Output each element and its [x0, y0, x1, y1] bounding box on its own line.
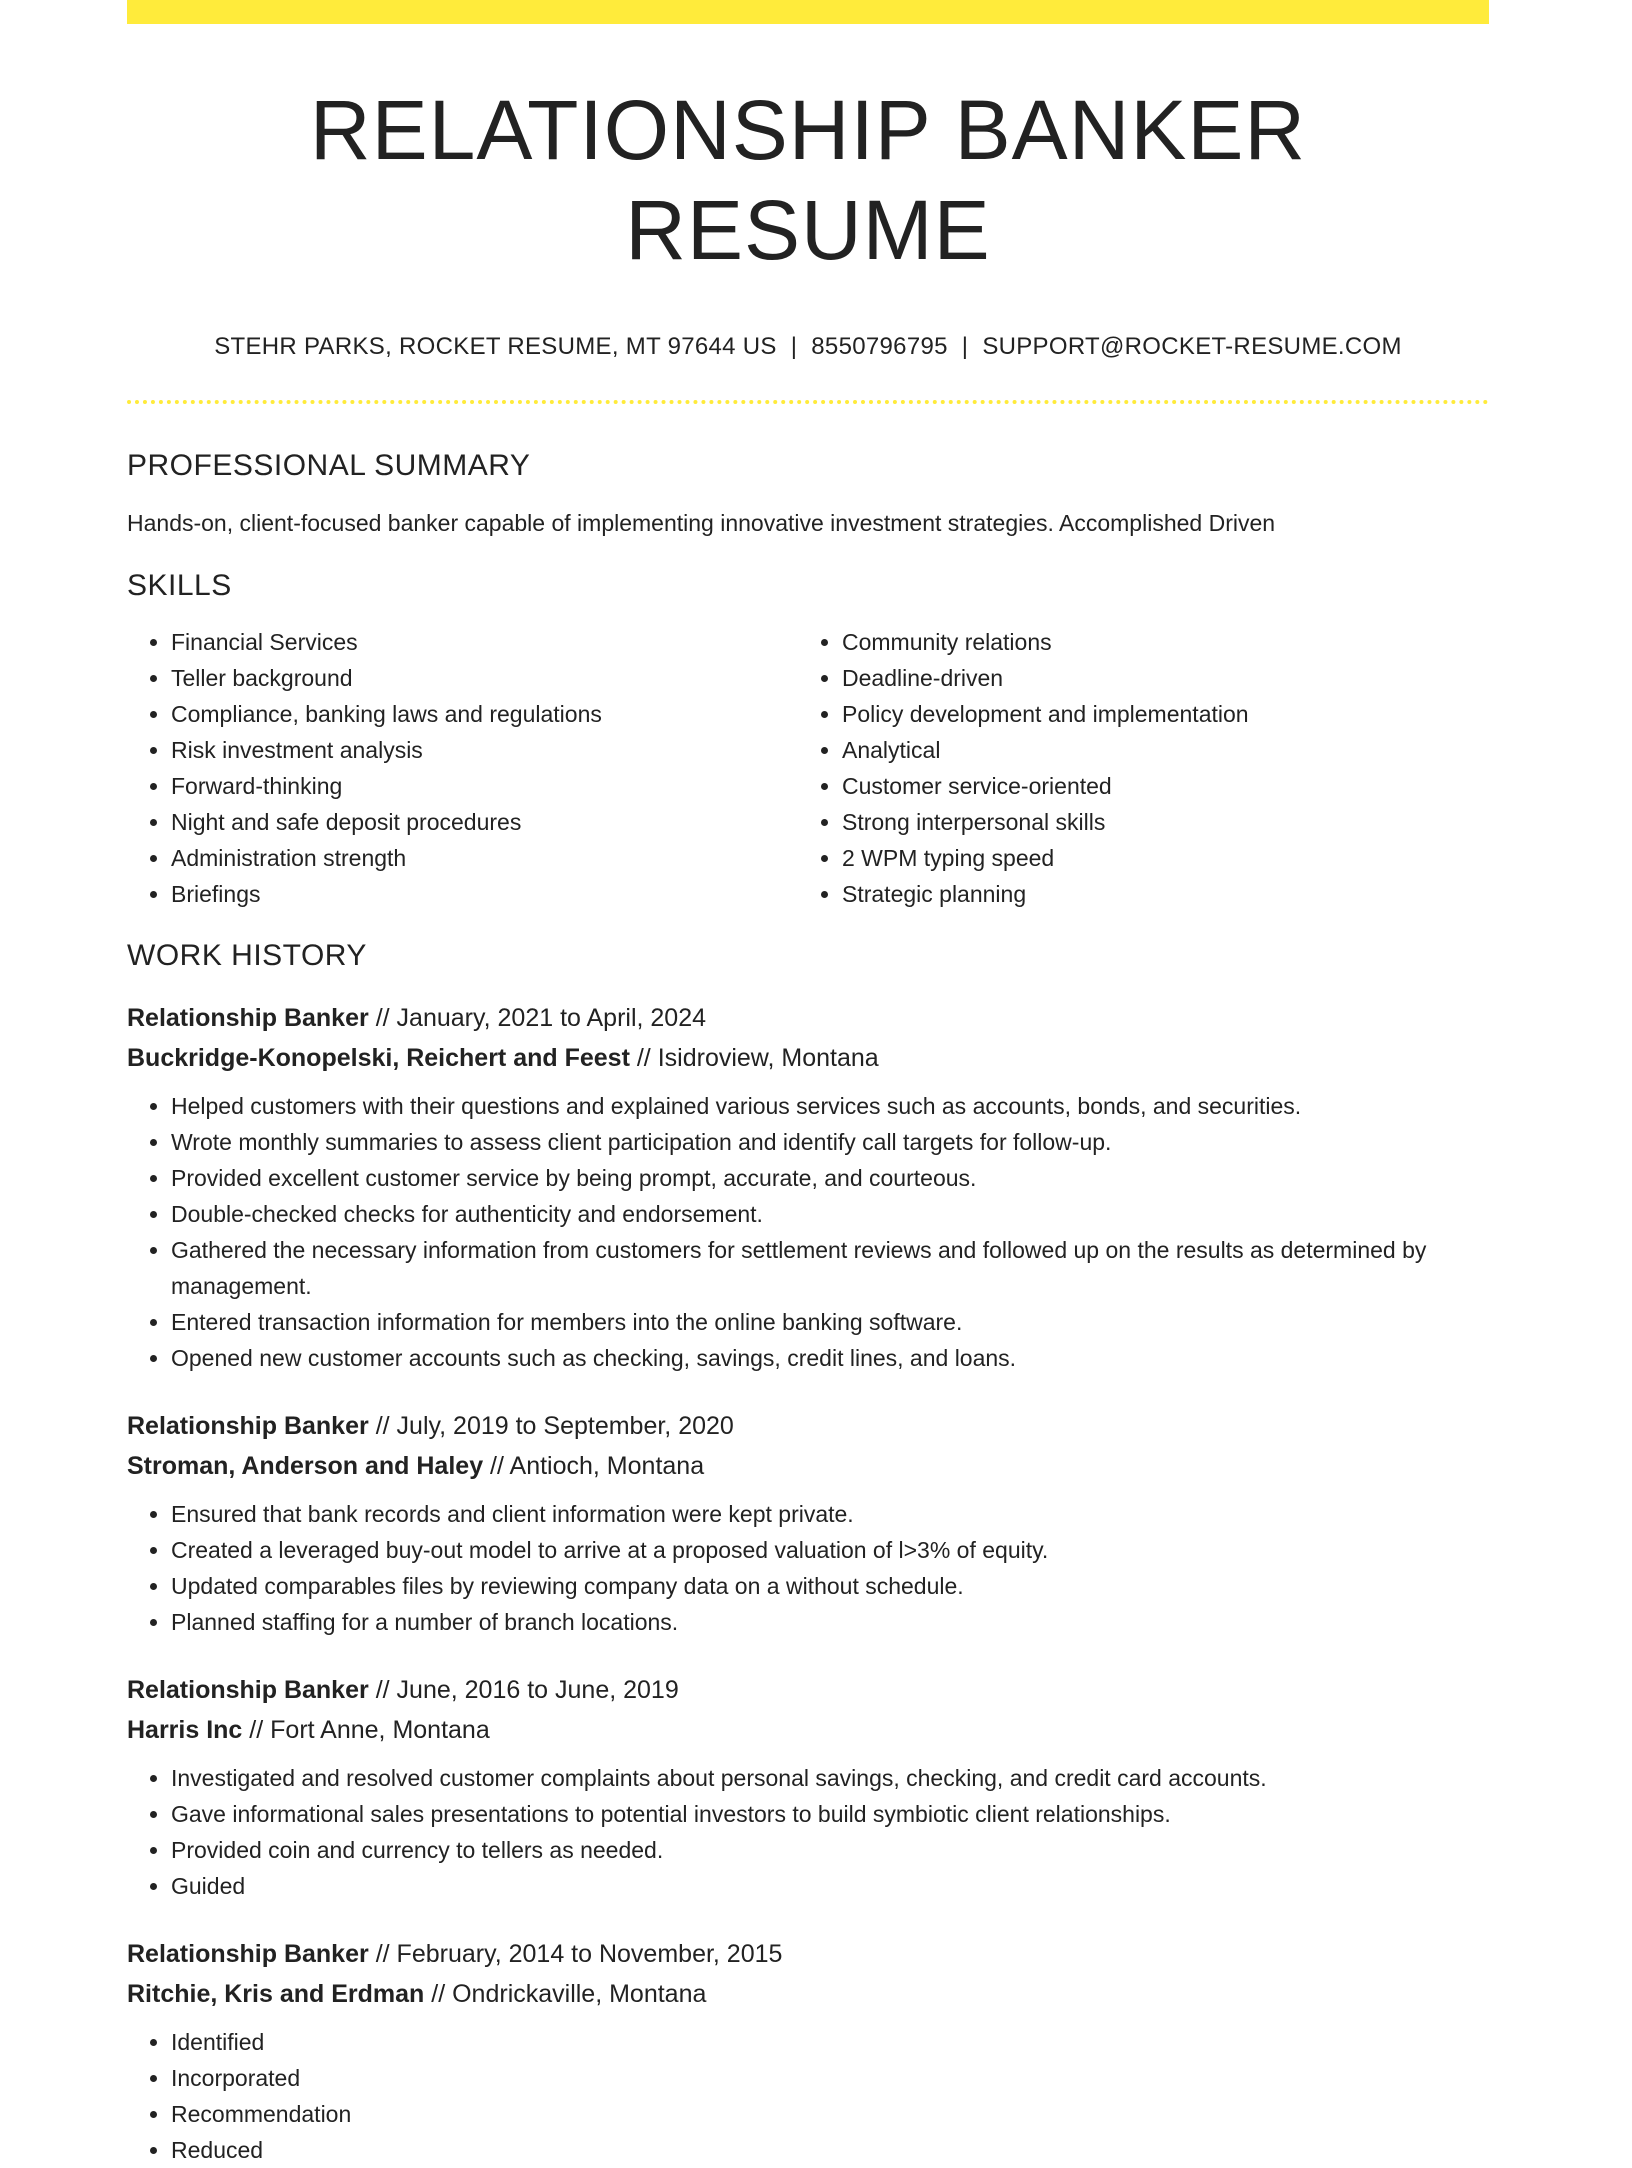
job-role: Relationship Banker: [127, 1940, 369, 1968]
skill-item: • Strategic planning: [842, 876, 1469, 912]
job-separator: //: [490, 1452, 504, 1480]
job-separator: //: [249, 1716, 264, 1744]
job-bullet: • Updated comparables files by reviewing company data on a without schedule.: [171, 1568, 1491, 1604]
skill-item: • Administration strength: [171, 840, 798, 876]
job-company-line: [127, 1974, 1489, 2014]
job-bullet: • Provided coin and currency to tellers as needed.: [171, 1832, 1491, 1868]
job-role: Relationship Banker: [127, 1412, 369, 1440]
job-separator: //: [375, 1412, 390, 1440]
contact-separator: |: [961, 333, 969, 360]
resume-page: [127, 0, 1489, 2168]
job-location: Fort Anne, Montana: [270, 1716, 490, 1744]
job-location: Ondrickaville, Montana: [452, 1980, 707, 2008]
skill-item: • Briefings: [171, 876, 798, 912]
job-bullet: • Incorporated: [171, 2060, 1491, 2096]
contact-separator: |: [790, 333, 798, 360]
job-bullets: [127, 2024, 1491, 2168]
contact-line: [127, 332, 1489, 362]
contact-address: STEHR PARKS, ROCKET RESUME, MT 97644 US: [214, 333, 777, 360]
job-bullet: • Planned staffing for a number of branch locations.: [171, 1604, 1491, 1640]
job-bullet: • Guided: [171, 1868, 1491, 1904]
job-separator: //: [375, 1676, 390, 1704]
job-separator: //: [375, 1940, 390, 1968]
skill-item: • Community relations: [842, 624, 1469, 660]
skill-item: • Financial Services: [171, 624, 798, 660]
job-bullet: • Double-checked checks for authenticity and endorsement.: [171, 1196, 1491, 1232]
contact-phone: 8550796795: [811, 333, 948, 360]
job-bullets: [127, 1088, 1491, 1376]
job-bullet: • Gave informational sales presentations to potential investors to build symbiotic client relationships.: [171, 1796, 1491, 1832]
job-entry: [127, 1934, 1489, 2168]
job-bullet: • Created a leveraged buy-out model to arrive at a proposed valuation of l>3% of equity.: [171, 1532, 1491, 1568]
skills-heading: SKILLS: [127, 569, 232, 602]
job-bullet: • Identified: [171, 2024, 1491, 2060]
job-role: Relationship Banker: [127, 1676, 369, 1704]
job-dates: July, 2019 to September, 2020: [396, 1412, 734, 1440]
job-company: Stroman, Anderson and Haley: [127, 1452, 484, 1480]
job-title-line: [127, 1934, 1489, 1974]
skill-item: • Risk investment analysis: [171, 732, 798, 768]
job-role: Relationship Banker: [127, 1004, 369, 1032]
contact-email: SUPPORT@ROCKET-RESUME.COM: [982, 333, 1402, 360]
skill-item: • Forward-thinking: [171, 768, 798, 804]
skills-list-left: [127, 624, 798, 912]
job-company-line: [127, 1038, 1489, 1078]
job-bullet: • Entered transaction information for members into the online banking software.: [171, 1304, 1491, 1340]
job-bullet: • Provided excellent customer service by being prompt, accurate, and courteous.: [171, 1160, 1491, 1196]
skill-item: • Night and safe deposit procedures: [171, 804, 798, 840]
job-location: Antioch, Montana: [509, 1452, 705, 1480]
skill-item: • Compliance, banking laws and regulations: [171, 696, 798, 732]
job-entry: [127, 1670, 1489, 1904]
job-separator: //: [375, 1004, 390, 1032]
skill-item: • 2 WPM typing speed: [842, 840, 1469, 876]
job-company: Harris Inc: [127, 1716, 243, 1744]
job-bullet: • Reduced: [171, 2132, 1491, 2168]
job-entry: [127, 1406, 1489, 1640]
job-company: Ritchie, Kris and Erdman: [127, 1980, 425, 2008]
summary-heading: PROFESSIONAL SUMMARY: [127, 449, 531, 482]
job-company-line: [127, 1710, 1489, 1750]
job-bullet: • Helped customers with their questions and explained various services such as accounts, bonds, and securities.: [171, 1088, 1491, 1124]
skill-item: • Customer service-oriented: [842, 768, 1469, 804]
skill-item: • Policy development and implementation: [842, 696, 1469, 732]
job-entry: [127, 998, 1489, 1376]
job-bullets: [127, 1760, 1491, 1904]
skill-item: • Analytical: [842, 732, 1469, 768]
job-bullets: [127, 1496, 1491, 1640]
job-separator: //: [431, 1980, 446, 2008]
summary-text: Hands-on, client-focused banker capable of implementing innovative investment strategies. Accomplished Driven: [127, 510, 1276, 536]
job-dates: January, 2021 to April, 2024: [396, 1004, 707, 1032]
job-bullet: • Recommendation: [171, 2096, 1491, 2132]
skills-list-right: [798, 624, 1469, 912]
job-title-line: [127, 1670, 1489, 1710]
resume-title: RELATIONSHIP BANKER RESUME: [309, 83, 1307, 277]
skill-item: • Deadline-driven: [842, 660, 1469, 696]
job-bullet: • Opened new customer accounts such as checking, savings, credit lines, and loans.: [171, 1340, 1491, 1376]
job-company-line: [127, 1446, 1489, 1486]
job-bullet: • Wrote monthly summaries to assess client participation and identify call targets for follow-up.: [171, 1124, 1491, 1160]
job-title-line: [127, 998, 1489, 1038]
dotted-divider: [127, 400, 1489, 404]
skill-item: • Strong interpersonal skills: [842, 804, 1469, 840]
job-bullet: • Investigated and resolved customer complaints about personal savings, checking, and credit card accounts.: [171, 1760, 1491, 1796]
job-bullet: • Ensured that bank records and client information were kept private.: [171, 1496, 1491, 1532]
work-history-heading: WORK HISTORY: [127, 939, 367, 972]
job-location: Isidroview, Montana: [657, 1044, 879, 1072]
skills-columns: [127, 624, 1489, 912]
skill-item: • Teller background: [171, 660, 798, 696]
job-title-line: [127, 1406, 1489, 1446]
job-dates: June, 2016 to June, 2019: [396, 1676, 679, 1704]
job-bullet: • Gathered the necessary information from customers for settlement reviews and followed up on the results as determined by management.: [171, 1232, 1491, 1304]
job-company: Buckridge-Konopelski, Reichert and Feest: [127, 1044, 630, 1072]
job-dates: February, 2014 to November, 2015: [396, 1940, 783, 1968]
job-separator: //: [636, 1044, 651, 1072]
